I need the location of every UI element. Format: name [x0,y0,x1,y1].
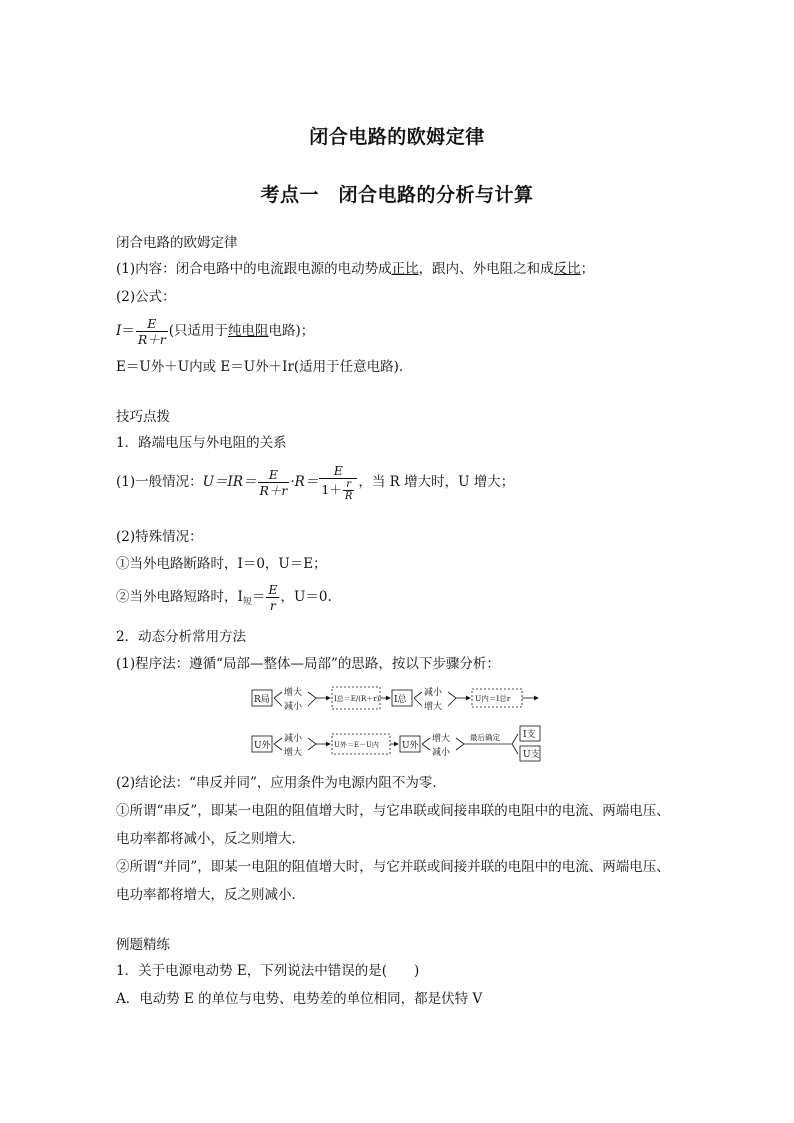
formula-ohm [116,316,314,347]
fork-lines [274,692,282,706]
denominator: R [344,491,353,502]
fork-lines [414,692,422,706]
i-part-label: I支 [523,730,536,740]
symbol: ＝ [251,589,266,605]
symbol: ＝ [121,323,135,339]
join-lines [308,738,316,750]
text: ，当 R 增大时，U 增大； [358,474,515,490]
text: ②当外电路短路时，I [116,589,243,605]
subscript: 短 [242,597,252,607]
flow-diagram [248,684,548,764]
u-inner-formula: U内＝I总r [475,694,511,703]
fork-lines [512,734,518,754]
denominator [319,479,357,502]
u-outer-formula: U外＝E－U内 [334,741,379,749]
blank-answer: 反比 [553,261,581,277]
formula-general: E＝U外＋U内或 E＝U外＋Ir(适用于任意电路)． [116,359,413,375]
fork-lines [422,738,430,750]
numerator: r [343,479,355,491]
case-short [116,580,332,619]
symbol: I [116,323,122,339]
join-lines [308,692,316,706]
u-outer-label-2: U外 [402,741,419,751]
text: ，U＝0. [280,589,332,605]
i-total-formula: I总＝E/(R＋r) [334,695,380,703]
page-title: 闭合电路的欧姆定律 [309,126,485,148]
item1-heading: 1．路端电压与外电阻的关系 [116,435,287,451]
r-local-label: R局 [254,695,270,705]
formula-label: (2)公式： [116,289,176,305]
series-rule-line2: 电功率都将减小，反之则增大． [116,831,305,847]
join-lines [456,738,464,750]
fraction [136,316,168,347]
item2-heading: 2．动态分析常用方法 [116,629,247,645]
text: (1)内容：闭合电路中的电流跟电源的电动势成 [116,261,392,277]
fraction [343,479,355,502]
numerator: E [319,463,357,479]
fork-lines [274,738,282,750]
text: (只适用于 [168,323,229,339]
denominator: r [269,598,276,613]
section2-heading: 技巧点拨 [116,409,170,425]
special-heading: (2)特殊情况： [116,529,203,545]
text: 1＋ [321,482,342,497]
conclusion-method: (2)结论法：“串反并同”，应用条件为电源内阻不为零． [116,775,446,791]
inc-label: 增大 [284,748,303,758]
inc-label: 增大 [284,688,303,698]
denominator: R＋r [259,483,288,498]
text: ，跟内、外电阻之和成 [418,261,554,277]
content-line [116,260,594,278]
formula: U＝IR＝ [202,474,257,490]
fraction [266,582,279,613]
numerator: E [268,582,278,597]
text: 电路)； [268,323,315,339]
dec-label: 减小 [284,702,303,712]
finally-label: 最后确定 [470,733,500,742]
blank-answer: 正比 [391,261,419,277]
formula: ·R＝ [290,474,319,490]
section3-heading: 例题精练 [116,937,170,953]
numerator: E [136,316,168,332]
i-total-label: I总 [394,695,407,705]
formula-terminal-voltage [116,462,514,502]
numerator: E [258,467,290,483]
u-part-label: U支 [523,750,540,760]
program-method: (1)程序法：遵循“局部—整体—局部”的思路，按以下步骤分析： [116,656,500,672]
denominator: R＋r [137,332,166,347]
option-a: A．电动势 E 的单位与电势、电势差的单位相同，都是伏特 V [116,991,483,1007]
fraction [258,467,290,498]
parallel-rule-line2: 电功率都将增大，反之则减小． [116,887,305,903]
text: (1)一般情况： [116,474,203,490]
text: ； [580,261,595,277]
parallel-rule-line1: ②所谓“并同”，即某一电阻的阻值增大时，与它并联或间接并联的电阻中的电流、两端电压、 [116,859,670,875]
section-title: 考点一 闭合电路的分析与计算 [260,184,534,206]
fraction [319,463,357,502]
section1-heading: 闭合电路的欧姆定律 [116,235,238,251]
dec-label: 减小 [424,688,443,698]
dec-label: 减小 [284,734,303,744]
blank-answer: 纯电阻 [228,323,269,339]
inc-label: 增大 [432,734,451,744]
question-1: 1．关于电源电动势 E，下列说法中错误的是( ) [116,963,420,979]
series-rule-line1: ①所谓“串反”，即某一电阻的阻值增大时，与它串联或间接串联的电阻中的电流、两端电压、 [116,803,670,819]
u-outer-label: U外 [254,741,271,751]
case-open: ①当外电路断路时，I＝0，U＝E； [116,556,327,572]
dec-label: 减小 [432,748,451,758]
inc-label: 增大 [424,702,443,712]
join-lines [448,692,456,706]
